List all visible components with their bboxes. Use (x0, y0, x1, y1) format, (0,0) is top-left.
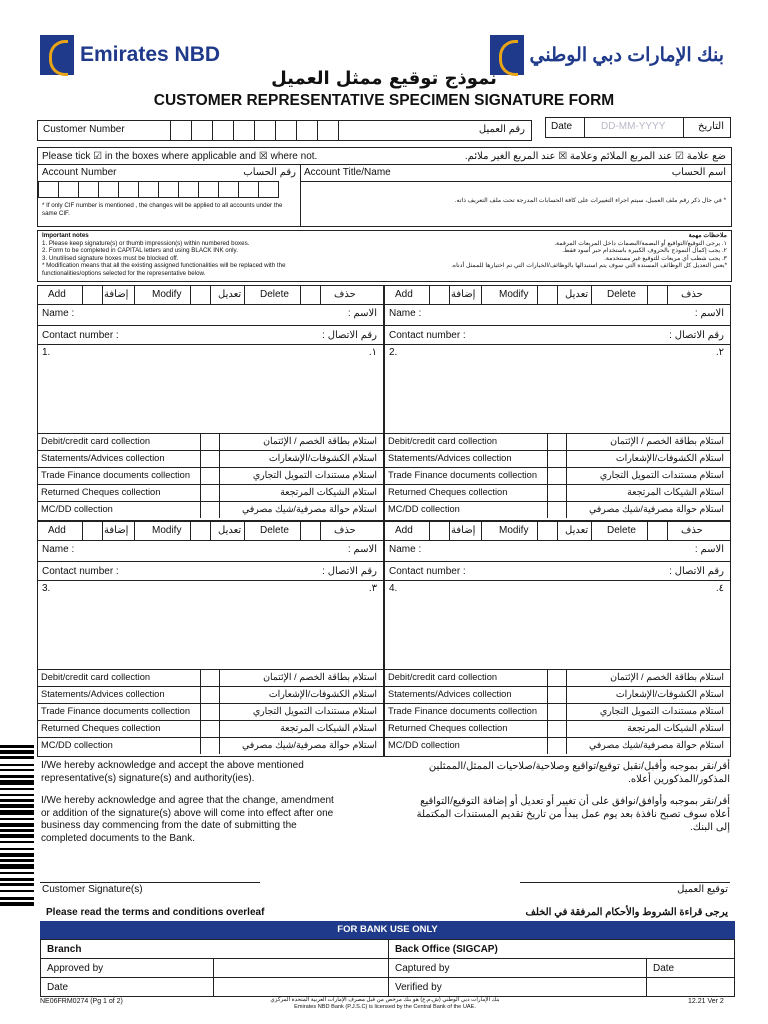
barcode (0, 745, 34, 1005)
signature-box-number: 4. (389, 583, 398, 594)
cif-note-ar: * في حال ذكر رقم ملف العميل، سيتم اجراء التغييرات على كافة الحسابات المدرجة تحت ملف التعريف ذاته. (454, 197, 726, 204)
service-checkbox[interactable] (547, 501, 567, 518)
digit-cell[interactable] (158, 181, 179, 198)
barcode-bar (0, 853, 34, 857)
service-label: MC/DD collection (41, 740, 113, 750)
branch-label: Branch (41, 940, 389, 959)
account-number-cells[interactable] (39, 181, 279, 198)
service-checkbox[interactable] (200, 433, 220, 450)
service-checkbox[interactable] (547, 703, 567, 720)
signature-box[interactable] (385, 581, 730, 669)
contact-label-ar: رقم الاتصال : (322, 566, 377, 577)
delete-ar-label: حذف (681, 289, 703, 300)
note-item-ar: ٢. يجب إكمال النموذج بالحروف الكبيرة باستخدام حبر أسود فقط. (562, 247, 727, 255)
name-label-ar: الاسم : (694, 544, 724, 555)
delete-ar-label: حذف (681, 525, 703, 536)
service-checkbox[interactable] (547, 737, 567, 754)
contact-label-ar: رقم الاتصال : (669, 566, 724, 577)
service-checkbox[interactable] (200, 720, 220, 737)
service-label-ar: استلام مستندات التمويل التجاري (252, 706, 377, 716)
barcode-bar (0, 794, 34, 796)
service-checkbox[interactable] (547, 450, 567, 467)
notes-title-ar: ملاحظات مهمة (688, 232, 727, 239)
barcode-bar (0, 810, 34, 815)
name-label-ar: الاسم : (347, 308, 377, 319)
approved-by-label: Approved by (41, 959, 214, 978)
barcode-bar (0, 804, 34, 808)
customer-signature-label: Customer Signature(s) (42, 884, 143, 895)
service-label: Trade Finance documents collection (388, 470, 537, 480)
acknowledgement-1-ar: أقر/نقر بموجبه وأقبل/نقبل توقيع/تواقيع وصلاحية/صلاحيات الممثل/الممثلين المذكور/المذكورين أعلاه. (428, 761, 730, 785)
name-label: Name : (389, 308, 422, 319)
digit-cell[interactable] (258, 181, 279, 198)
service-checkbox[interactable] (547, 484, 567, 501)
add-label: Add (48, 289, 66, 300)
modify-label: Modify (152, 289, 182, 300)
service-label: Returned Cheques collection (41, 723, 161, 733)
service-label-ar: استلام الشيكات المرتجعة (627, 723, 724, 733)
digit-cell[interactable] (254, 120, 275, 141)
service-label: Trade Finance documents collection (388, 706, 537, 716)
service-label: Statements/Advices collection (388, 453, 512, 463)
note-item-ar: *يعني التعديل كل الوظائف المسندة التي سوف يتم استبدالها بالوظائف/الخيارات التي تم اختيارها للممثل أدناه. (451, 262, 727, 270)
barcode-bar (0, 859, 34, 862)
service-label-ar: استلام الكشوفات/الإشعارات (615, 689, 724, 699)
name-label-ar: الاسم : (347, 544, 377, 555)
verified-by-label: Verified by (389, 978, 647, 997)
service-label-ar: استلام بطاقة الخصم / الإئتمان (263, 436, 377, 446)
barcode-bar (0, 878, 34, 881)
digit-cell[interactable] (78, 181, 99, 198)
form-title-en: CUSTOMER REPRESENTATIVE SPECIMEN SIGNATURE FORM (153, 92, 615, 109)
contact-label-ar: رقم الاتصال : (322, 330, 377, 341)
service-label: Trade Finance documents collection (41, 470, 190, 480)
add-label: Add (48, 525, 66, 536)
name-label: Name : (42, 544, 75, 555)
service-label-ar: استلام مستندات التمويل التجاري (599, 706, 724, 716)
tick-instruction: Please tick ☑ in the boxes where applicable and ☒ where not. (42, 151, 318, 162)
representative-block (384, 521, 731, 757)
digit-cell[interactable] (218, 181, 239, 198)
service-label: MC/DD collection (388, 740, 460, 750)
signature-line[interactable] (40, 882, 260, 883)
service-label-ar: استلام حوالة مصرفية/شيك مصرفي (242, 740, 377, 750)
signature-box-number: 1. (42, 347, 51, 358)
service-checkbox[interactable] (547, 467, 567, 484)
cif-note: * If only CIF number is mentioned , the changes will be applied to all accounts under the same CIF. (42, 202, 283, 217)
signature-line-ar[interactable] (520, 882, 730, 883)
representative-block (384, 285, 731, 521)
barcode-bar (0, 883, 34, 886)
action-checkbox[interactable] (557, 522, 558, 541)
important-notes (37, 230, 732, 282)
form-version: 12.21 Ver 2 (688, 998, 724, 1005)
note-item-ar: ١. يرجى التوقيع/التواقيع أو البصمة/البصمات داخل المربعات المرقمة. (554, 239, 727, 247)
service-label-ar: استلام الكشوفات/الإشعارات (268, 453, 377, 463)
service-label-ar: استلام مستندات التمويل التجاري (252, 470, 377, 480)
action-checkbox[interactable] (320, 286, 321, 305)
barcode-bar (0, 775, 34, 778)
service-checkbox[interactable] (200, 467, 220, 484)
barcode-bar (0, 823, 34, 827)
barcode-bar (0, 756, 34, 759)
digit-cell[interactable] (170, 120, 191, 141)
contact-label: Contact number : (42, 566, 119, 577)
account-number-label: Account Number (42, 167, 117, 178)
back-office-label: Back Office (SIGCAP) (389, 940, 735, 959)
approved-date-field[interactable] (214, 978, 389, 997)
service-label-ar: استلام الشيكات المرتجعة (280, 723, 377, 733)
add-ar-label: إضافة (451, 525, 476, 536)
terms-note: Please read the terms and conditions overleaf (46, 907, 265, 918)
tick-instruction-ar: ضع علامة ☑ عند المربع الملائم وعلامة ☒ عند المربع الغير ملائم. (464, 151, 726, 162)
service-checkbox[interactable] (200, 703, 220, 720)
license-text (200, 997, 570, 1011)
name-label-ar: الاسم : (694, 308, 724, 319)
action-checkbox[interactable] (449, 522, 450, 541)
service-checkbox[interactable] (547, 720, 567, 737)
add-ar-label: إضافة (451, 289, 476, 300)
service-label: Debit/credit card collection (388, 436, 498, 446)
acknowledgement-2: I/We hereby acknowledge and agree that the change, amendment or addition of the signature(s) above will come into effect after one business day commencing from the date of submitting the completed documents to the Bank. (41, 795, 334, 844)
digit-cell[interactable] (233, 120, 254, 141)
date-label-ar: التاريخ (698, 121, 724, 132)
service-label: Returned Cheques collection (388, 723, 508, 733)
barcode-bar (0, 764, 34, 766)
captured-date-label: Date (647, 959, 735, 978)
account-number-label-ar: رقم الحساب (243, 167, 296, 178)
digit-cell[interactable] (212, 120, 233, 141)
signature-box-number-ar: ٤. (715, 583, 724, 594)
action-checkbox[interactable] (102, 286, 103, 305)
service-label: MC/DD collection (41, 504, 113, 514)
barcode-bar (0, 841, 34, 843)
signature-box[interactable] (385, 345, 730, 433)
service-label: MC/DD collection (388, 504, 460, 514)
digit-cell[interactable] (296, 120, 317, 141)
form-title-ar: نموذج توقيع ممثل العميل (271, 68, 497, 89)
action-checkbox[interactable] (667, 522, 668, 541)
barcode-bar (0, 848, 34, 850)
delete-ar-label: حذف (334, 525, 356, 536)
license-text-en: Emirates NBD Bank (P.J.S.C) is licensed by the Central Bank of the UAE. (294, 1004, 476, 1010)
digit-cell[interactable] (58, 181, 79, 198)
note-item: 2. Form to be completed in CAPITAL letters and using BLACK INK only. (42, 247, 238, 255)
service-label: Trade Finance documents collection (41, 706, 190, 716)
account-title-label-ar: اسم الحساب (671, 167, 726, 178)
barcode-bar (0, 834, 34, 838)
service-label: Statements/Advices collection (41, 453, 165, 463)
notes-title: Important notes (42, 232, 89, 239)
delete-label: Delete (607, 289, 636, 300)
digit-cell[interactable] (138, 181, 159, 198)
contact-label: Contact number : (389, 330, 466, 341)
service-label: Statements/Advices collection (41, 689, 165, 699)
note-item: 1. Please keep signature(s) or thumb impression(s) within numbered boxes. (42, 239, 250, 247)
service-checkbox[interactable] (547, 669, 567, 686)
note-item: 3. Unutilised signature boxes must be blocked off. (42, 254, 179, 262)
service-checkbox[interactable] (200, 450, 220, 467)
service-label: Returned Cheques collection (388, 487, 508, 497)
add-label: Add (395, 289, 413, 300)
modify-ar-label: تعديل (218, 289, 242, 300)
barcode-bar (0, 890, 34, 892)
action-checkbox[interactable] (102, 522, 103, 541)
logo-text: Emirates NBD (80, 43, 221, 66)
customer-signature-label-ar: توقيع العميل (677, 884, 728, 895)
add-ar-label: إضافة (104, 289, 129, 300)
service-label-ar: استلام الشيكات المرتجعة (280, 487, 377, 497)
contact-label: Contact number : (389, 566, 466, 577)
date-field[interactable] (545, 117, 731, 138)
signature-box-number-ar: ١. (368, 347, 377, 358)
action-checkbox[interactable] (667, 286, 668, 305)
signature-box[interactable] (38, 345, 383, 433)
customer-number-label: Customer Number (43, 124, 125, 135)
modify-label: Modify (152, 525, 182, 536)
acknowledgement-1: I/We hereby acknowledge and accept the above mentioned representative(s) signature(s) and authority(ies). (41, 760, 304, 784)
barcode-bar (0, 750, 34, 754)
digit-cell[interactable] (178, 181, 199, 198)
name-label: Name : (42, 308, 75, 319)
representative-block (37, 285, 384, 521)
barcode-bar (0, 902, 34, 906)
service-label-ar: استلام الكشوفات/الإشعارات (615, 453, 724, 463)
account-title-label: Account Title/Name (304, 167, 391, 178)
digit-cell[interactable] (275, 120, 296, 141)
action-checkbox[interactable] (210, 286, 211, 305)
barcode-bar (0, 799, 34, 802)
service-label-ar: استلام الكشوفات/الإشعارات (268, 689, 377, 699)
barcode-bar (0, 864, 34, 869)
approved-by-field[interactable] (214, 959, 389, 978)
service-checkbox[interactable] (547, 433, 567, 450)
digit-cell[interactable] (98, 181, 119, 198)
delete-label: Delete (260, 289, 289, 300)
action-checkbox[interactable] (210, 522, 211, 541)
date-label: Date (551, 121, 573, 132)
barcode-bar (0, 788, 34, 790)
note-item-ar: ٣. يجب شطب أي مربعات للتوقيع غير مستخدمة. (604, 254, 727, 262)
modify-ar-label: تعديل (565, 289, 589, 300)
name-label: Name : (389, 544, 422, 555)
bank-use-title: FOR BANK USE ONLY (40, 921, 735, 939)
modify-label: Modify (499, 525, 529, 536)
digit-cell[interactable] (118, 181, 139, 198)
service-label-ar: استلام مستندات التمويل التجاري (599, 470, 724, 480)
digit-cell[interactable] (338, 120, 359, 141)
digit-cell[interactable] (38, 181, 59, 198)
contact-label: Contact number : (42, 330, 119, 341)
digit-cell[interactable] (317, 120, 338, 141)
barcode-bar (0, 829, 34, 832)
terms-note-ar: يرجى قراءة الشروط والأحكام المرفقة في الخلف (525, 907, 728, 918)
signature-box-number: 3. (42, 583, 51, 594)
contact-label-ar: رقم الاتصال : (669, 330, 724, 341)
service-label-ar: استلام حوالة مصرفية/شيك مصرفي (242, 504, 377, 514)
modify-ar-label: تعديل (565, 525, 589, 536)
barcode-bar (0, 745, 34, 748)
delete-ar-label: حذف (334, 289, 356, 300)
action-checkbox[interactable] (449, 286, 450, 305)
barcode-bar (0, 872, 34, 874)
service-checkbox[interactable] (200, 484, 220, 501)
service-label: Debit/credit card collection (41, 672, 151, 682)
customer-number-label-ar: رقم العميل (478, 124, 525, 135)
add-ar-label: إضافة (104, 525, 129, 536)
account-section (37, 147, 732, 227)
form-code: NE06FRM0274 (Pg 1 of 2) (40, 998, 123, 1005)
customer-number-cells[interactable] (170, 120, 359, 141)
action-checkbox[interactable] (557, 286, 558, 305)
note-item: * Modification means that all the existing assigned functionalities will be replaced with the functionalities/options selected for the representative below. (42, 262, 286, 277)
modify-ar-label: تعديل (218, 525, 242, 536)
service-label-ar: استلام بطاقة الخصم / الإئتمان (610, 436, 724, 446)
service-label-ar: استلام حوالة مصرفية/شيك مصرفي (589, 504, 724, 514)
digit-cell[interactable] (238, 181, 259, 198)
digit-cell[interactable] (198, 181, 219, 198)
service-checkbox[interactable] (200, 501, 220, 518)
delete-label: Delete (260, 525, 289, 536)
bank-use-section (40, 921, 735, 997)
delete-label: Delete (607, 525, 636, 536)
customer-number-field[interactable] (37, 120, 532, 141)
service-label: Debit/credit card collection (388, 672, 498, 682)
license-text-ar: بنك الإمارات دبي الوطني (ش.م.ع) هو بنك مرخص من قبل مصرف الإمارات العربية المتحدة المركزي (270, 997, 500, 1003)
service-label-ar: استلام الشيكات المرتجعة (627, 487, 724, 497)
barcode-bar (0, 818, 34, 820)
signature-box[interactable] (38, 581, 383, 669)
verified-date-field[interactable] (647, 978, 735, 997)
signature-box-number-ar: ٣. (368, 583, 377, 594)
acknowledgement-2-ar: أقر/نقر بموجبه وأوافق/نوافق على أن تغيير أو تعديل أو إضافة التوقيع/التواقيع أعلاه سوف تصبح نافذة بعد يوم عمل يبدأ من تاريخ تقديم المستندات المكتملة إلى البنك. (416, 796, 730, 833)
service-label: Debit/credit card collection (41, 436, 151, 446)
service-checkbox[interactable] (547, 686, 567, 703)
service-label-ar: استلام بطاقة الخصم / الإئتمان (610, 672, 724, 682)
service-label-ar: استلام بطاقة الخصم / الإئتمان (263, 672, 377, 682)
date-input-placeholder[interactable]: DD-MM-YYYY (601, 121, 666, 132)
captured-by-label: Captured by (389, 959, 647, 978)
service-label: Returned Cheques collection (41, 487, 161, 497)
signature-box-number: 2. (389, 347, 398, 358)
service-label-ar: استلام حوالة مصرفية/شيك مصرفي (589, 740, 724, 750)
logo-text-ar: بنك الإمارات دبي الوطني (529, 44, 724, 66)
barcode-bar (0, 780, 34, 785)
barcode-bar (0, 769, 34, 771)
service-label: Statements/Advices collection (388, 689, 512, 699)
add-label: Add (395, 525, 413, 536)
approved-date-label: Date (41, 978, 214, 997)
service-checkbox[interactable] (200, 686, 220, 703)
modify-label: Modify (499, 289, 529, 300)
service-checkbox[interactable] (200, 737, 220, 754)
service-checkbox[interactable] (200, 669, 220, 686)
signature-box-number-ar: ٢. (715, 347, 724, 358)
representative-block (37, 521, 384, 757)
barcode-bar (0, 897, 34, 900)
digit-cell[interactable] (191, 120, 212, 141)
action-checkbox[interactable] (320, 522, 321, 541)
